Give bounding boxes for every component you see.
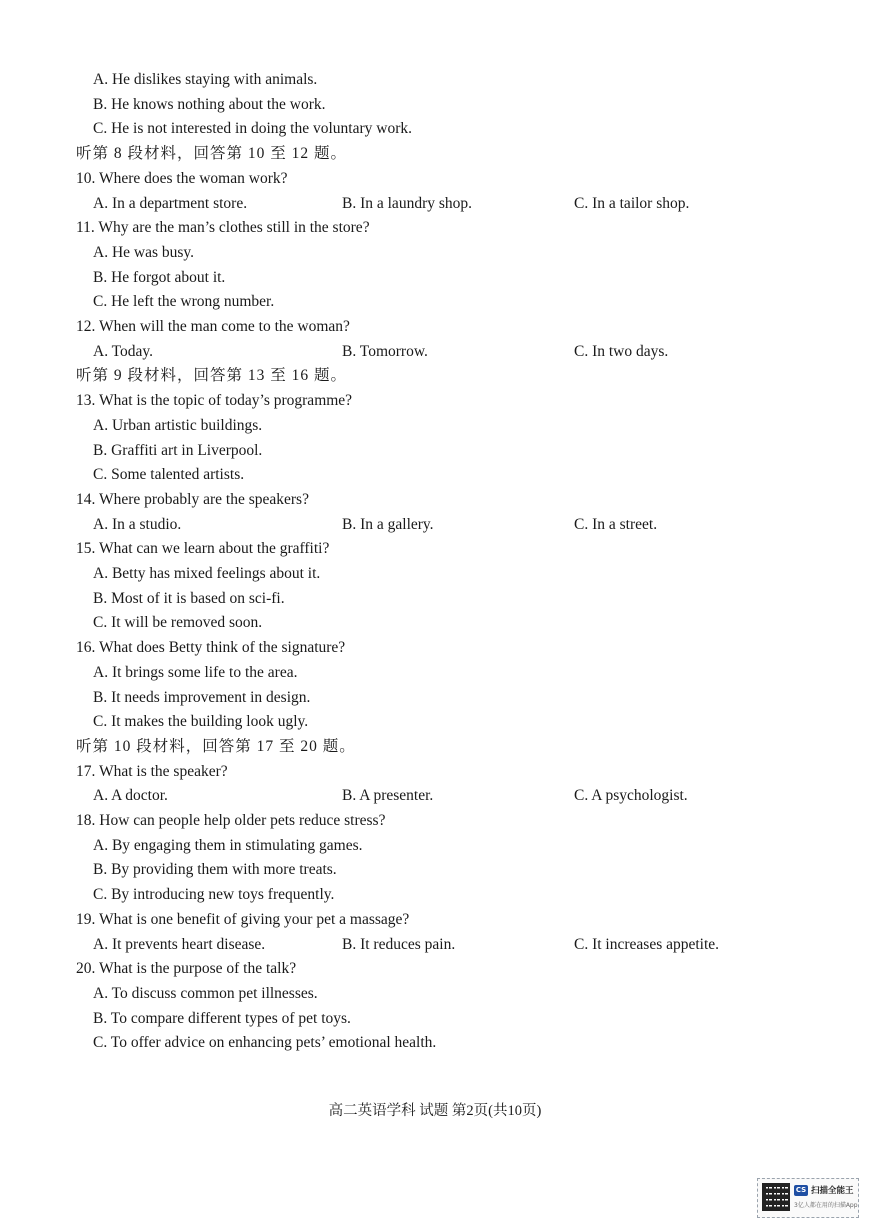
answer-option: C. It makes the building look ugly. bbox=[93, 713, 309, 731]
section-instruction: 听第 9 段材料，回答第 13 至 16 题。 bbox=[76, 367, 348, 385]
question-stem: 17. What is the speaker? bbox=[76, 762, 228, 780]
question-stem: 18. How can people help older pets reduce stress? bbox=[76, 812, 386, 829]
answer-option: C. Some talented artists. bbox=[93, 466, 245, 484]
option-a: A. Today. bbox=[93, 342, 154, 360]
option-c: C. A psychologist. bbox=[574, 787, 688, 805]
answer-option: C. It will be removed soon. bbox=[93, 614, 263, 632]
option-b: B. Tomorrow. bbox=[342, 342, 428, 360]
option-b: B. It reduces pain. bbox=[342, 935, 456, 953]
question-stem: 20. What is the purpose of the talk? bbox=[76, 960, 297, 978]
answer-option: A. It brings some life to the area. bbox=[93, 663, 298, 681]
scanner-tagline: 3亿人都在用的扫描App bbox=[794, 1202, 858, 1209]
answer-option: A. Betty has mixed feelings about it. bbox=[93, 565, 321, 582]
answer-option: B. He forgot about it. bbox=[93, 268, 226, 286]
question-stem: 12. When will the man come to the woman? bbox=[76, 318, 350, 335]
answer-option: B. He knows nothing about the work. bbox=[93, 95, 326, 113]
option-a: A. A doctor. bbox=[93, 787, 168, 805]
option-a: A. In a studio. bbox=[93, 515, 182, 533]
option-b: B. In a laundry shop. bbox=[342, 194, 473, 212]
question-stem: 19. What is one benefit of giving your pet a massage? bbox=[76, 910, 410, 928]
answer-option: B. Graffiti art in Liverpool. bbox=[93, 441, 263, 459]
answer-option: C. To offer advice on enhancing pets’ emotional health. bbox=[93, 1034, 437, 1052]
camscanner-logo-icon: CS bbox=[795, 1186, 807, 1194]
option-c: C. In a street. bbox=[574, 515, 658, 533]
scanner-watermark bbox=[757, 1178, 859, 1218]
option-c: C. In a tailor shop. bbox=[574, 194, 690, 212]
answer-option: C. He left the wrong number. bbox=[93, 293, 275, 311]
answer-option: A. Urban artistic buildings. bbox=[93, 416, 263, 434]
question-stem: 13. What is the topic of today’s programme? bbox=[76, 392, 353, 410]
question-stem: 10. Where does the woman work? bbox=[76, 169, 288, 187]
question-stem: 15. What can we learn about the graffiti? bbox=[76, 540, 330, 558]
option-a: A. It prevents heart disease. bbox=[93, 935, 266, 953]
section-instruction: 听第 10 段材料，回答第 17 至 20 题。 bbox=[76, 737, 356, 755]
qr-code-icon bbox=[762, 1183, 790, 1211]
answer-option: B. It needs improvement in design. bbox=[93, 688, 311, 706]
option-b: B. In a gallery. bbox=[342, 515, 434, 533]
answer-option: B. To compare different types of pet toys. bbox=[93, 1009, 351, 1027]
answer-option: B. By providing them with more treats. bbox=[93, 861, 337, 879]
option-c: C. In two days. bbox=[574, 342, 669, 360]
question-stem: 14. Where probably are the speakers? bbox=[76, 490, 309, 508]
answer-option: B. Most of it is based on sci-fi. bbox=[93, 589, 285, 607]
answer-option: A. To discuss common pet illnesses. bbox=[93, 984, 318, 1002]
answer-option: A. He dislikes staying with animals. bbox=[93, 71, 318, 88]
answer-option: C. He is not interested in doing the voluntary work. bbox=[93, 120, 412, 138]
question-stem: 16. What does Betty think of the signature? bbox=[76, 639, 346, 657]
answer-option: A. He was busy. bbox=[93, 243, 195, 261]
section-instruction: 听第 8 段材料，回答第 10 至 12 题。 bbox=[76, 145, 348, 163]
page-footer: 高二英语学科 试题 第2页(共10页) bbox=[328, 1103, 542, 1119]
scanner-app-name: 扫描全能王 bbox=[811, 1186, 854, 1196]
answer-option: C. By introducing new toys frequently. bbox=[93, 886, 335, 904]
answer-option: A. By engaging them in stimulating games. bbox=[93, 836, 363, 854]
option-b: B. A presenter. bbox=[342, 787, 434, 805]
question-stem: 11. Why are the man’s clothes still in the store? bbox=[76, 219, 370, 237]
option-a: A. In a department store. bbox=[93, 194, 248, 212]
option-c: C. It increases appetite. bbox=[574, 935, 720, 953]
